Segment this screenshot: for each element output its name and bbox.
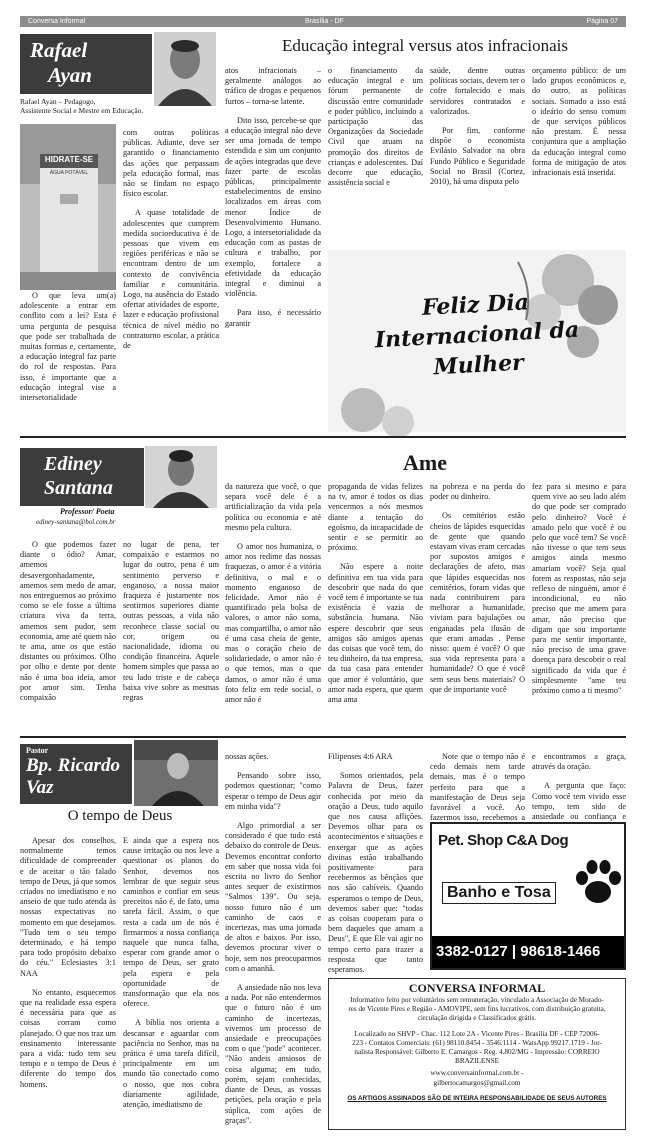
article-column-5: [430, 66, 525, 242]
paragraph: A pergunta que faço: Como você tem vivido esse tempo, tem sido de ansiedade ou confiança e: [532, 781, 626, 822]
paragraph: da natureza que você, o que separa você dele é a artificialização da vida pela política ou economia e até mesmo pela cultura.: [225, 482, 321, 532]
photo-sign-title: HIDRATE-SE: [44, 155, 94, 164]
paragraph: nossas ações.: [225, 752, 269, 761]
article-title: O tempo de Deus: [67, 808, 173, 824]
photo-sign-subtitle: ÁGUA POTÁVEL: [49, 170, 89, 176]
author-first-name: Ediney: [44, 453, 102, 475]
paragraph: atos infracionais – geralmente análogos ao tráfico de drogas e pequenos furtos – torna-se latente.: [225, 66, 321, 106]
paragraph: Não espere a noite definitiva em tua vida para descobrir que nada do que você tem é importante se tua existência é vazia de substância humana. Não espere descobrir que seus amigos são amigos apenas das coisas que você tem, do teu dinheiro, da tua empresa, da tua casa para entender que amor é voluntário, que amor nada espera, que quem ama ama: [328, 562, 423, 705]
article-column-1: [20, 291, 116, 429]
masthead-address: 223 - Contatos Comerciais: (61) 98110.8454 - 3546.1114 - WatsApp 99217.1719 - Jor-: [352, 1038, 602, 1047]
section-divider: [20, 736, 626, 738]
masthead-address: BRAZILENSE: [455, 1057, 499, 1066]
article-column-1: [20, 836, 116, 1136]
author-email[interactable]: ediney-santana@bol.com.br: [36, 518, 116, 526]
paragraph: A bíblia nos orienta a descansar e aguardar com paciência no Senhor, mas na prática é uma tarefa difícil, principalmente em um mundo tão conectado como o nosso, que nos cobra diariamente agilidade, atenção, imediatismo de: [123, 1018, 219, 1110]
location-label: Brasília - DF: [305, 18, 344, 25]
masthead-website[interactable]: www.conversainformal.com.br -: [430, 1069, 524, 1078]
petshop-phone-numbers: 3382-0127 | 98618-1466: [436, 943, 601, 960]
page-header-bar: [20, 16, 626, 27]
article-title: Educação integral versus atos infracionais: [281, 36, 569, 55]
paragraph: com outras políticas públicas. Adiante, deve ser garantido o financiamento das ações que perpassam pela educação formal, mas não se findam no espaço físico escolar.: [123, 128, 219, 199]
article-photo-water-station: [20, 124, 116, 290]
author-credit-line-2: Assistente Social e Mestre em Educação.: [20, 106, 144, 115]
paragraph: Filipenses 4:6 ARA: [328, 752, 393, 761]
article-column-2: [123, 540, 219, 732]
womens-day-banner: [328, 250, 626, 432]
petshop-service: Banho e Tosa: [442, 882, 556, 904]
paragraph: A ansiedade não nos leva a nada. Por não entendermos que o futuro não é um caminho de incertezas, vivemos um processo de ansiedade e preocupações com o que "pode" acontecer. "Não andeis ansiosos de coisa alguma; em tudo, porém, sejam conhecidas, diante de Deus, as vossas petições, pela oração e pela súplica, com ações de graças".: [225, 983, 321, 1125]
article-column-6: [532, 752, 626, 820]
article-column-6: [532, 482, 626, 732]
banner-line-2: Internacional da: [374, 316, 580, 354]
author-photo: [154, 32, 216, 106]
article-column-1: [20, 540, 116, 732]
paragraph: Dito isso, percebe-se que a educação integral não deve ser uma jornada de tempo estendida e sim um conjunto de ações integradas que deve fazer parte de escolas públicas, principalmente estabelecimentos de ensino localizados em áreas com menor Índice de Desenvolvimento Humano. Logo, a intersetorialidade da educação com as pastas de cultura e trabalho, por exemplo, fortalece a efetividade da educação integral e diminui a violência.: [225, 115, 321, 299]
author-credit: [20, 97, 160, 115]
paragraph: o financiamento da educação integral e um fórum permanente de discussão entre comunidade e poder público, incluindo a participação das Organizações da Sociedade Civil que atuam na promoção dos direitos de crianças e adolescentes. Daí decorre que educação, assistência social e: [328, 66, 423, 188]
article-column-5: [430, 482, 525, 732]
author-last-name: Santana: [44, 477, 113, 499]
article-title: Ame: [403, 450, 447, 475]
author-credit-line-1: Rafael Ayan – Pedagogo,: [20, 97, 96, 106]
article-column-3: [225, 482, 321, 732]
masthead-email[interactable]: gilbertocamargos@gmail.com: [433, 1078, 521, 1087]
paragraph: e encontramos a graça, através da oração.: [532, 752, 626, 772]
masthead-info: Informativo feito por voluntários sem remuneração, vinculado a Associação de Morado-: [350, 996, 604, 1004]
paragraph: propaganda de vidas felizes na tv, amor é todos os dias vencermos a nós mesmos diante a tentação do egoísmo, da incapacidade de sentir e se permitir ao próximo.: [328, 482, 423, 553]
paragraph: E ainda que a espera nos cause irritação ou nos leve a questionar os planos do Senhor, devemos nos lembrar de que seguir seus caminhos e confiar em seus preceitos não é, de fato, uma tarefa fácil. Assim, o que resta a cada um de nós é firmarmos a nossa confiança naquele que nunca falha, esperar com grande amor o tempo de Deus, ser grato pela espera e pela oportunidade de transformação que ela nos oferece.: [123, 836, 219, 1009]
masthead-address: nalista Responsável: Gilberto E. Camargos - Reg. 4.802/MG - Impressão: CORREIO: [354, 1048, 600, 1057]
author-name-box: [20, 34, 152, 94]
petshop-ad: [430, 822, 626, 970]
paragraph: No entanto, esquecemos que na realidade essa espera é necessária para que as coisas corram como planejado. O que nos traz um ensinamento interessante para a vida: tudo tem seu tempo e o tempo de Deus é diferente do tempo dos homens.: [20, 987, 116, 1089]
author-last-name: Vaz: [26, 777, 54, 798]
author-name-box: [20, 448, 144, 506]
article-column-3: [225, 752, 321, 1136]
masthead-info: res de Vicente Pires e Região - AMOVIPE, sem fins lucrativos, com distribuição gratuita,: [348, 1005, 606, 1014]
article-column-4: [328, 482, 423, 732]
newspaper-name: Conversa Informal: [28, 18, 86, 25]
masthead-info: circulação dirigida e Classificados grátis.: [417, 1014, 537, 1023]
author-last-name: Ayan: [48, 63, 92, 87]
section-divider: [20, 436, 626, 438]
author-role: Professor/ Poeta: [60, 507, 115, 516]
author-first-name: Rafael: [30, 38, 88, 62]
author-photo: [134, 740, 218, 806]
article-column-6: [532, 66, 626, 242]
paw-icon: [572, 858, 624, 910]
author-first-name: Bp. Ricardo: [26, 755, 120, 776]
paragraph: Os cemitérios estão cheios de lápides esquecidas de gente que quando estavam vivas eram cercadas por supostos amigos e declarações de afeto, mas que lápides esquecidas nos cemitérios, foram vidas que nada contribuirem para melhorar a humanidade, viviam para bajulações ou enganadas pela ilusão de que eram amadas . Pense nisso: quem é você? O que sua vida representa para a humanidade? O que é você sem seus bens materiais? O que de importante você: [430, 511, 525, 694]
petshop-name: Pet. Shop C&A Dog: [438, 832, 569, 849]
paragraph: no lugar de pena, ter compaixão e estarmos no lugar do outro, pena é um sentimento perverso e enganoso, a nossa maior fraqueza é justamente nos sentirmos superiores diante outras pessoas, a vida não reconhece classe social ou cor, origem ou nacionalidade, idioma ou condição financeira. Aquele homem simples que passa ao teu lado triste e de cabeça baixa vive sobre as mesmas regras: [123, 540, 219, 703]
author-name-box: [20, 744, 132, 804]
paragraph: saúde, dentre outras políticas sociais, devem ter o cofre fortalecido e mais servidores contratados e valorizados.: [430, 66, 525, 116]
author-title-prefix: Pastor: [26, 746, 49, 755]
paragraph: Algo primordial a ser considerado é que tudo está debaixo do controle de Deus. Devemos encontrar conforto em saber que nossa vida foi escrita no livro do Senhor antes sequer de existirmos "Salmos 139". Ou seja, nosso futuro não é um caminho de caos e incertezas, mas uma jornada de altos e baixos. Por isso, devemos procurar viver o hoje, sem nos preocuparmos com o amanhã.: [225, 821, 321, 973]
banner-line-1: Feliz Dia: [421, 289, 530, 321]
banner-line-3: Mulher: [432, 349, 525, 381]
paragraph: Apesar dos conselhos, normalmente temos dificuldade de compreender e de aceitar o tão falado tempo de Deus, já que somos criados no imediatismo e no anseio de que tudo atenda às nossas expectativas no momento em que desejamos. "Tudo tem o seu tempo determinado, e há tempo para todo propósito debaixo do céu." Eclesiastes 3:1 NAA: [20, 836, 116, 978]
article-column-3: [225, 66, 321, 430]
paragraph: Somos orientados, pela Palavra de Deus, fazer conhecida por meio da oração a Deus, tudo aquilo que nos causa aflições. Devemos olhar para os acontecimentos e situações e enxergar que as ações divinas estão trabalhando positivamente para recebermos as bênçãos que nos são cabíveis. Quando esperamos o tempo de Deus, devemos saber que: "todas as coisas cooperam para o bem daqueles que amam a Deus", E que Ele vai agir no tempo certo para trazer a resposta que tanto esperamos.: [328, 771, 423, 975]
article-column-4: [328, 752, 423, 975]
paragraph: Para isso, é necessário garantir: [225, 308, 321, 328]
author-photo: [145, 446, 217, 508]
masthead: [328, 978, 626, 1130]
paragraph: O que leva um(a) adolescente a entrar em conflito com a lei? Esta é uma pergunta de pesquisa que pode ser trabalhada de muitas formas e, certamente, a educação integral faz parte do rol de respostas. Para isso, é importante que a educação integral vise a intersetorialidade: [20, 291, 116, 403]
paragraph: Note que o tempo não é cedo demais nem tarde demais, mas é o tempo perfeito para que a manifestação de Deus seja favorável a você. Ao fazermos isso, recebemos a: [430, 752, 525, 823]
article-column-5: [430, 752, 525, 823]
paragraph: A quase totalidade de adolescentes que cumprem medida socioeducativa é de pessoas que vivem em regiões periféricas e não se encontram dentro de um contexto de convivência familiar e comunitária. Logo, na ausência do Estado ofertar atividades de esporte, lazer e educação profissional técnica de nível médio no contraturno escolar, a prática de: [123, 208, 219, 351]
article-column-4: [328, 66, 423, 242]
article-column-2: [123, 836, 219, 1136]
paragraph: O que podemos fazer diante o ódio? Amar, amemos desavergonhadamente, amemos sem medo de amar, nos entreguemos ao próximo como se ele fosse a última criatura viva da terra, amemos sem pudor, sem economia, ame até quem não te ama, ame os que estão distantes ou próximos. Olho por olho e dente por dente não é uma boa ideia, amor por amor sim. Tenha compaixão: [20, 540, 116, 703]
paragraph: fez para si mesmo e para quem vive ao seu lado além do que pode ser comprado pelo dinheiro? Você é amado pelo que você é ou pelo que você tem? Se você não tivesse o que tem seus amigos ainda mesmo amariam você? Seja qual forem as respostas, não seja reflexo de ninguém, amor é incondicional, eu não preciso que me amem para amar, não preciso que digam que sou importante para me sentir importante, não preciso de uma grave doença para descobrir o real significado da vida que é simplesmente "ame teu próximo como a ti mesmo": [532, 482, 626, 696]
paragraph: O amor nos humaniza, o amor nos redime das nossas fraquezas, o amor é a vitória definitiva, o mal e o momento enganoso de felicidade. Amor não é quantificado pela bolsa de valores, o amor não soma, mas compartilha, o amor não é uma casa cheia de gente, mas o coração cheio de solidariedade, o amor não é o que temos, mas o que damos, o amor não é uma foto feliz em rede social, o amor não é: [225, 542, 321, 705]
paragraph: Pensando sobre isso, podemos questionar; "como esperar o tempo de Deus agir em minha vida"?: [225, 771, 321, 811]
masthead-disclaimer: OS ARTIGOS ASSINADOS SÃO DE INTEIRA RESPONSABILIDADE DE SEUS AUTORES: [347, 1094, 607, 1102]
petshop-phones: [432, 936, 624, 968]
paragraph: Por fim, conforme dispõe o economista Evilásio Salvador na obra Fundo Público e Seguridade Social no Brasil (Cortez, 2010), há uma disputa pelo: [430, 126, 525, 187]
paragraph: orçamento público: de um lado grupos econômicos e, do outro, as políticas sociais. Somado a isso está o ideário do senso comum de que serviços públicos não prestam. É nessa conjuntura que a ampliação da educação integral como forma de mitigação de atos infracionais está inserida.: [532, 66, 626, 178]
paragraph: na pobreza e na perda do poder ou dinheiro.: [430, 482, 525, 502]
page-number: Página 07: [586, 18, 618, 25]
masthead-address: Localizado no SHVP - Chac. 112 Lote 2A - Vicente Pires - Brasília DF - CEP 72006-: [354, 1029, 600, 1038]
masthead-title: CONVERSA INFORMAL: [408, 981, 546, 995]
article-column-2: [123, 128, 219, 430]
